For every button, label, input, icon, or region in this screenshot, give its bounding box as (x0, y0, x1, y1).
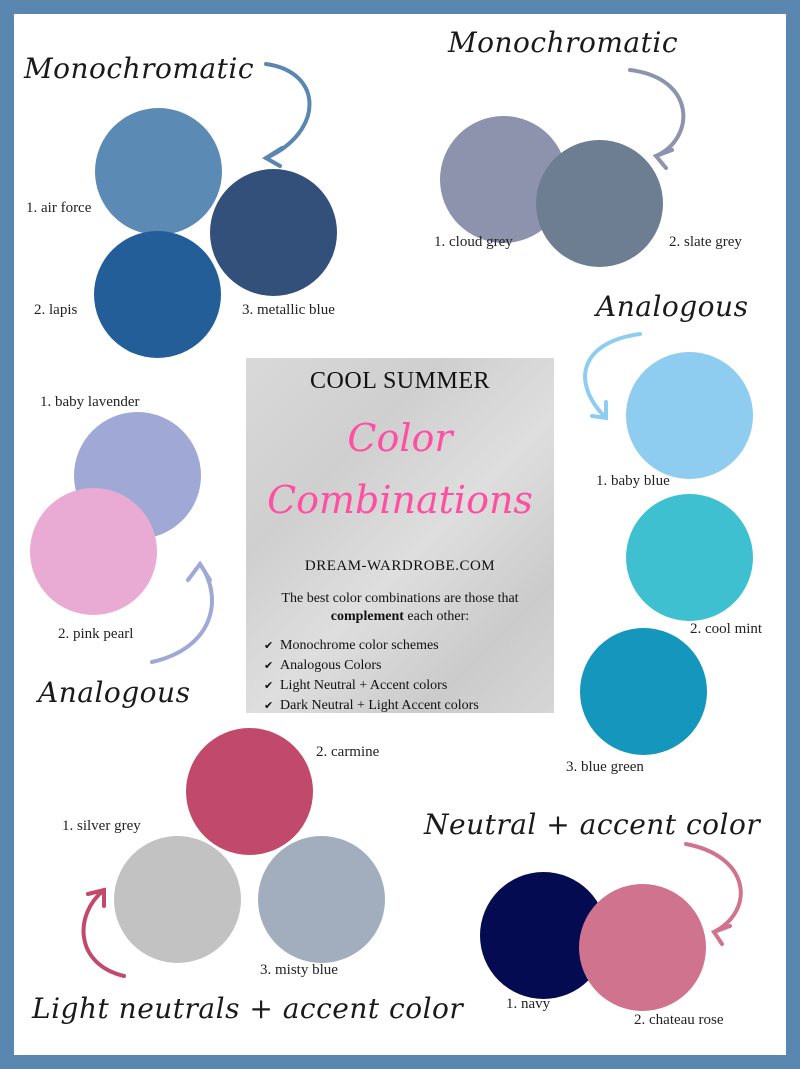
arrow-icon (54, 884, 134, 984)
panel-bullet-list (264, 636, 479, 716)
list-item (264, 656, 479, 676)
label-carmine: 2. carmine (316, 744, 380, 760)
label-cool-mint: 2. cool mint (690, 621, 763, 637)
infographic-frame (14, 14, 786, 1055)
swatch-carmine (186, 728, 313, 855)
heading-neutral-accent: Neutral + accent color (424, 808, 761, 841)
label-slate-grey: 2. slate grey (669, 234, 742, 250)
label-cloud-grey: 1. cloud grey (434, 234, 513, 250)
label-misty-blue: 3. misty blue (260, 962, 338, 978)
swatch-blue-green (580, 628, 707, 755)
bullet-text: Dark Neutral + Light Accent colors (280, 698, 479, 713)
panel-intro-bold: complement (330, 609, 404, 624)
bullet-text: Light Neutral + Accent colors (280, 678, 448, 693)
label-metallic-blue: 3. metallic blue (242, 302, 335, 318)
check-icon: ✔ (264, 680, 274, 692)
bullet-text: Analogous Colors (280, 658, 382, 673)
heading-monochromatic-left: Monochromatic (24, 52, 255, 85)
swatch-air-force (95, 108, 222, 235)
arrow-icon (144, 558, 224, 668)
label-navy: 1. navy (506, 996, 551, 1012)
swatch-pink-pearl (30, 488, 157, 615)
swatch-slate-grey (536, 140, 663, 267)
heading-analogous-left: Analogous (38, 676, 191, 709)
label-blue-green: 3. blue green (566, 759, 644, 775)
panel-script-combinations: Combinations (267, 478, 533, 522)
panel-title: COOL SUMMER (310, 368, 490, 394)
heading-monochromatic-right: Monochromatic (448, 26, 679, 59)
check-icon: ✔ (264, 660, 274, 672)
list-item (264, 676, 479, 696)
swatch-lapis (94, 231, 221, 358)
label-baby-blue: 1. baby blue (596, 473, 670, 489)
label-pink-pearl: 2. pink pearl (58, 626, 134, 642)
panel-intro (256, 590, 544, 626)
panel-script-color: Color (347, 416, 453, 460)
label-air-force: 1. air force (26, 200, 92, 216)
panel-intro-text: The best color combinations are those that (281, 591, 519, 606)
heading-light-neutrals: Light neutrals + accent color (32, 992, 464, 1025)
check-icon: ✔ (264, 700, 274, 712)
swatch-chateau-rose (579, 884, 706, 1011)
swatch-baby-blue (626, 352, 753, 479)
label-chateau-rose: 2. chateau rose (634, 1012, 724, 1028)
arrow-icon (254, 62, 334, 162)
label-baby-lavender: 1. baby lavender (40, 394, 140, 410)
heading-analogous-right: Analogous (596, 290, 749, 323)
swatch-metallic-blue (210, 169, 337, 296)
check-icon: ✔ (264, 640, 274, 652)
panel-intro-end: each other: (403, 609, 470, 624)
bullet-text: Monochrome color schemes (280, 638, 439, 653)
swatch-misty-blue (258, 836, 385, 963)
label-silver-grey: 1. silver grey (62, 818, 141, 834)
label-lapis: 2. lapis (34, 302, 78, 318)
list-item (264, 636, 479, 656)
panel-website: DREAM-WARDROBE.COM (304, 558, 496, 574)
list-item (264, 696, 479, 716)
info-panel (246, 358, 554, 713)
swatch-cool-mint (626, 494, 753, 621)
